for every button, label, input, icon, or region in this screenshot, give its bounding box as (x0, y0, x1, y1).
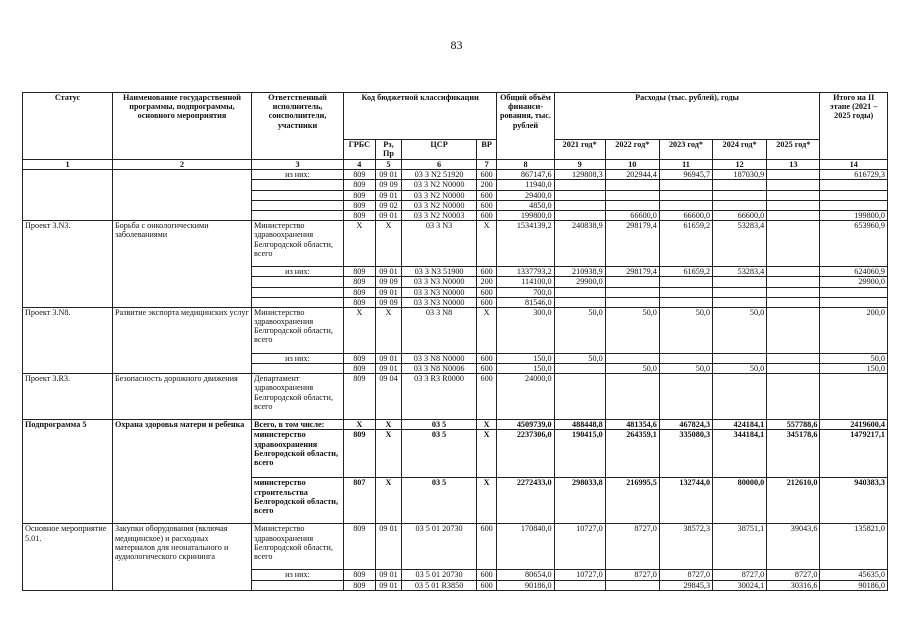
vr-cell: 600 (476, 524, 496, 570)
rzpr-cell: 09 01 (375, 170, 402, 180)
vr-cell: 600 (476, 374, 496, 420)
year-2023-cell: 132744,0 (659, 478, 712, 524)
total-cell: 867147,6 (497, 170, 554, 180)
total-cell: 2237306,0 (497, 430, 554, 478)
csr-cell: 03 3 N3 N0000 (402, 277, 477, 287)
year-2021-cell (554, 210, 605, 220)
total-cell: 170840,0 (497, 524, 554, 570)
index-cell: 11 (659, 160, 712, 170)
year-2025-cell (767, 364, 820, 374)
responsible-cell: из них: (252, 170, 344, 180)
header-code: Код бюджетной классификации (344, 93, 497, 140)
year-2025-cell (767, 297, 820, 307)
index-cell: 9 (554, 160, 605, 170)
table-row-activity-5-01 (23, 524, 888, 570)
page-number: 83 (450, 38, 463, 52)
year-2022-cell (605, 297, 659, 307)
year-2021-cell (554, 297, 605, 307)
vr-cell: 600 (476, 570, 496, 580)
year-2021-cell: 50,0 (554, 353, 605, 363)
year-2023-cell: 61659,2 (659, 267, 712, 277)
year-2022-cell (605, 353, 659, 363)
csr-cell: 03 3 N3 51900 (402, 267, 477, 277)
year-2024-cell: 8727,0 (713, 570, 767, 580)
name-cell: Закупки оборудования (включая медицинское) и расходных материалов для неонатального и аудиологического скрининга (112, 524, 251, 590)
csr-cell: 03 5 01 20730 (402, 570, 477, 580)
year-2025-cell: 345178,6 (767, 430, 820, 478)
csr-cell: 03 3 N8 (402, 307, 477, 353)
index-cell: 7 (476, 160, 496, 170)
csr-cell: 03 3 N2 N0003 (402, 210, 477, 220)
header-grbs: ГРБС (344, 140, 376, 160)
rzpr-cell: X (375, 420, 402, 430)
year-2024-cell: 38751,1 (713, 524, 767, 570)
stage-total-cell (820, 287, 888, 297)
year-2022-cell: 216995,5 (605, 478, 659, 524)
vr-cell: X (476, 478, 496, 524)
stage-total-cell: 150,0 (820, 364, 888, 374)
year-2022-cell: 8727,0 (605, 524, 659, 570)
total-cell: 24000,0 (497, 374, 554, 420)
rzpr-cell: 09 09 (375, 277, 402, 287)
budget-table (22, 92, 888, 591)
csr-cell: 03 3 N3 N0000 (402, 287, 477, 297)
vr-cell: 600 (476, 210, 496, 220)
year-2022-cell: 66600,0 (605, 210, 659, 220)
index-cell: 3 (252, 160, 344, 170)
responsible-cell (252, 364, 344, 374)
total-cell: 1534139,2 (497, 221, 554, 267)
responsible-cell (252, 277, 344, 287)
year-2025-cell (767, 170, 820, 180)
year-2025-cell: 557788,6 (767, 420, 820, 430)
grbs-cell: 809 (344, 287, 376, 297)
total-cell: 1337793,2 (497, 267, 554, 277)
year-2022-cell: 8727,0 (605, 570, 659, 580)
year-2025-cell: 8727,0 (767, 570, 820, 580)
year-2024-cell: 187030,9 (713, 170, 767, 180)
header-stage-total: Итого на II этапе (2021 – 2025 годы) (820, 93, 888, 160)
header-expenses: Расходы (тыс. рублей), годы (554, 93, 820, 140)
total-cell: 90186,0 (497, 580, 554, 590)
grbs-cell: 809 (344, 524, 376, 570)
responsible-cell: из них: (252, 353, 344, 363)
responsible-cell: Всего, в том числе: (252, 420, 344, 430)
responsible-cell: Министерство здравоохранения Белгородской области, всего (252, 524, 344, 570)
vr-cell: 200 (476, 277, 496, 287)
grbs-cell: X (344, 307, 376, 353)
name-cell: Охрана здоровья матери и ребенка (112, 420, 251, 524)
rzpr-cell: 09 01 (375, 570, 402, 580)
year-2024-cell: 50,0 (713, 364, 767, 374)
status-cell: Проект 3.N8. (23, 307, 113, 373)
stage-total-cell: 653960,9 (820, 221, 888, 267)
rzpr-cell: 09 01 (375, 580, 402, 590)
year-2022-cell (605, 180, 659, 190)
year-2024-cell (713, 190, 767, 200)
year-2022-cell: 264359,1 (605, 430, 659, 478)
year-2022-cell: 481354,6 (605, 420, 659, 430)
index-cell: 8 (497, 160, 554, 170)
year-2025-cell (767, 221, 820, 267)
year-2021-cell (554, 200, 605, 210)
index-cell: 13 (767, 160, 820, 170)
stage-total-cell: 45635,0 (820, 570, 888, 580)
total-cell: 4850,0 (497, 200, 554, 210)
rzpr-cell: 09 09 (375, 180, 402, 190)
stage-total-cell (820, 190, 888, 200)
index-cell: 4 (344, 160, 376, 170)
year-2022-cell (605, 277, 659, 287)
year-2024-cell (713, 180, 767, 190)
csr-cell: 03 5 (402, 478, 477, 524)
csr-cell: 03 3 N2 51920 (402, 170, 477, 180)
responsible-cell: министерство строительства Белгородской области, всего (252, 478, 344, 524)
year-2021-cell: 240838,9 (554, 221, 605, 267)
vr-cell: 600 (476, 190, 496, 200)
year-2021-cell: 29900,0 (554, 277, 605, 287)
year-2023-cell (659, 374, 712, 420)
year-2023-cell: 38572,3 (659, 524, 712, 570)
year-2023-cell: 8727,0 (659, 570, 712, 580)
responsible-cell (252, 580, 344, 590)
year-2024-cell: 53283,4 (713, 267, 767, 277)
rzpr-cell: 09 01 (375, 267, 402, 277)
year-2023-cell: 29845,3 (659, 580, 712, 590)
index-cell: 1 (23, 160, 113, 170)
year-2021-cell (554, 374, 605, 420)
csr-cell: 03 5 (402, 430, 477, 478)
stage-total-cell (820, 374, 888, 420)
name-cell: Развитие экспорта медицинских услуг (112, 307, 251, 373)
rzpr-cell: 09 01 (375, 210, 402, 220)
total-cell: 114100,0 (497, 277, 554, 287)
csr-cell: 03 3 N2 N0000 (402, 190, 477, 200)
year-2022-cell: 298179,4 (605, 221, 659, 267)
year-2023-cell: 96945,7 (659, 170, 712, 180)
year-2022-cell (605, 374, 659, 420)
rzpr-cell: X (375, 430, 402, 478)
year-2023-cell: 467824,3 (659, 420, 712, 430)
csr-cell: 03 3 N8 N0000 (402, 353, 477, 363)
year-2023-cell (659, 353, 712, 363)
vr-cell: X (476, 307, 496, 353)
rzpr-cell: 09 01 (375, 524, 402, 570)
year-2024-cell (713, 200, 767, 210)
stage-total-cell: 50,0 (820, 353, 888, 363)
table-row-project-3n3 (23, 221, 888, 267)
rzpr-cell: 09 02 (375, 200, 402, 210)
header-csr: ЦСР (402, 140, 477, 160)
grbs-cell: 809 (344, 190, 376, 200)
rzpr-cell: 09 09 (375, 297, 402, 307)
csr-cell: 03 3 N2 N0000 (402, 200, 477, 210)
vr-cell: 600 (476, 580, 496, 590)
status-cell (23, 170, 113, 221)
grbs-cell: 809 (344, 297, 376, 307)
header-name: Наименование государственной программы, подпрограммы, основного мероприятия (112, 93, 251, 160)
stage-total-cell: 90186,0 (820, 580, 888, 590)
stage-total-cell (820, 180, 888, 190)
year-2023-cell (659, 190, 712, 200)
csr-cell: 03 3 N3 N0000 (402, 297, 477, 307)
year-2024-cell: 344184,1 (713, 430, 767, 478)
stage-total-cell: 135821,0 (820, 524, 888, 570)
grbs-cell: X (344, 221, 376, 267)
responsible-cell (252, 287, 344, 297)
grbs-cell: 809 (344, 170, 376, 180)
status-cell: Проект 3.R3. (23, 374, 113, 420)
year-2025-cell (767, 277, 820, 287)
header-total: Общий объём финанси-рования, тыс. рублей (497, 93, 554, 160)
header-responsible: Ответственный исполнитель, соисполнители, участники (252, 93, 344, 160)
column-index-row (23, 160, 888, 170)
index-cell: 10 (605, 160, 659, 170)
rzpr-cell: 09 01 (375, 364, 402, 374)
stage-total-cell: 29900,0 (820, 277, 888, 287)
grbs-cell: 809 (344, 353, 376, 363)
index-cell: 5 (375, 160, 402, 170)
year-2022-cell (605, 580, 659, 590)
year-2022-cell (605, 190, 659, 200)
total-cell: 300,0 (497, 307, 554, 353)
vr-cell: 600 (476, 353, 496, 363)
table-row-project-3r3 (23, 374, 888, 420)
name-cell (112, 170, 251, 221)
year-2025-cell (767, 307, 820, 353)
grbs-cell: 809 (344, 364, 376, 374)
responsible-cell (252, 210, 344, 220)
grbs-cell: X (344, 420, 376, 430)
rzpr-cell: 09 04 (375, 374, 402, 420)
year-2021-cell: 50,0 (554, 307, 605, 353)
stage-total-cell (820, 297, 888, 307)
header-year-2024: 2024 год* (713, 140, 767, 160)
year-2025-cell (767, 287, 820, 297)
stage-total-cell: 624060,9 (820, 267, 888, 277)
name-cell: Борьба с онкологическими заболеваниями (112, 221, 251, 308)
year-2025-cell (767, 353, 820, 363)
year-2022-cell: 50,0 (605, 307, 659, 353)
year-2025-cell (767, 210, 820, 220)
total-cell: 29400,0 (497, 190, 554, 200)
vr-cell: 600 (476, 297, 496, 307)
year-2024-cell: 80000,0 (713, 478, 767, 524)
csr-cell: 03 5 01 20730 (402, 524, 477, 570)
header-year-2022: 2022 год* (605, 140, 659, 160)
year-2022-cell (605, 287, 659, 297)
vr-cell: 600 (476, 287, 496, 297)
responsible-cell: Министерство здравоохранения Белгородской области, всего (252, 307, 344, 353)
year-2021-cell (554, 287, 605, 297)
csr-cell: 03 3 R3 R0000 (402, 374, 477, 420)
responsible-cell: из них: (252, 267, 344, 277)
stage-total-cell: 1479217,1 (820, 430, 888, 478)
year-2025-cell (767, 190, 820, 200)
header-rzpr: Рз, Пр (375, 140, 402, 160)
index-cell: 2 (112, 160, 251, 170)
year-2021-cell: 10727,0 (554, 570, 605, 580)
stage-total-cell (820, 200, 888, 210)
header-year-2023: 2023 год* (659, 140, 712, 160)
total-cell: 150,0 (497, 353, 554, 363)
year-2023-cell: 50,0 (659, 364, 712, 374)
year-2024-cell: 424184,1 (713, 420, 767, 430)
csr-cell: 03 5 01 R3850 (402, 580, 477, 590)
year-2024-cell (713, 297, 767, 307)
year-2024-cell (713, 374, 767, 420)
vr-cell: 600 (476, 267, 496, 277)
year-2024-cell (713, 277, 767, 287)
year-2023-cell (659, 287, 712, 297)
responsible-cell (252, 180, 344, 190)
vr-cell: 600 (476, 364, 496, 374)
year-2021-cell: 129808,3 (554, 170, 605, 180)
year-2024-cell: 50,0 (713, 307, 767, 353)
year-2021-cell (554, 580, 605, 590)
vr-cell: X (476, 221, 496, 267)
rzpr-cell: 09 01 (375, 353, 402, 363)
total-cell: 81546,0 (497, 297, 554, 307)
grbs-cell: 809 (344, 430, 376, 478)
year-2024-cell: 66600,0 (713, 210, 767, 220)
grbs-cell: 809 (344, 267, 376, 277)
year-2022-cell: 50,0 (605, 364, 659, 374)
year-2022-cell: 298179,4 (605, 267, 659, 277)
year-2024-cell (713, 353, 767, 363)
header-status: Статус (23, 93, 113, 160)
responsible-cell (252, 200, 344, 210)
year-2021-cell (554, 180, 605, 190)
grbs-cell: 807 (344, 478, 376, 524)
csr-cell: 03 3 N2 N0000 (402, 180, 477, 190)
grbs-cell: 809 (344, 374, 376, 420)
vr-cell: 600 (476, 200, 496, 210)
year-2025-cell (767, 200, 820, 210)
vr-cell: 200 (476, 180, 496, 190)
grbs-cell: 809 (344, 570, 376, 580)
stage-total-cell: 2419600,4 (820, 420, 888, 430)
status-cell: Основное мероприятие 5.01. (23, 524, 113, 590)
rzpr-cell: X (375, 221, 402, 267)
grbs-cell: 809 (344, 277, 376, 287)
year-2021-cell: 10727,0 (554, 524, 605, 570)
stage-total-cell: 200,0 (820, 307, 888, 353)
responsible-cell (252, 190, 344, 200)
grbs-cell: 809 (344, 210, 376, 220)
vr-cell: 600 (476, 170, 496, 180)
header-vr: ВР (476, 140, 496, 160)
csr-cell: 03 3 N3 (402, 221, 477, 267)
year-2023-cell (659, 297, 712, 307)
stage-total-cell: 616729,3 (820, 170, 888, 180)
year-2023-cell (659, 277, 712, 287)
vr-cell: X (476, 420, 496, 430)
name-cell: Безопасность дорожного движения (112, 374, 251, 420)
year-2023-cell (659, 200, 712, 210)
year-2023-cell: 50,0 (659, 307, 712, 353)
responsible-cell: министерство здравоохранения Белгородской области, всего (252, 430, 344, 478)
table-row-project-3n8 (23, 307, 888, 353)
csr-cell: 03 5 (402, 420, 477, 430)
rzpr-cell: 09 01 (375, 190, 402, 200)
table-row-subprogram-5 (23, 420, 888, 430)
total-cell: 4509739,0 (497, 420, 554, 430)
year-2024-cell (713, 287, 767, 297)
year-2024-cell: 30024,1 (713, 580, 767, 590)
year-2023-cell: 61659,2 (659, 221, 712, 267)
year-2024-cell: 53283,4 (713, 221, 767, 267)
grbs-cell: 809 (344, 180, 376, 190)
rzpr-cell: X (375, 307, 402, 353)
header-year-2025: 2025 год* (767, 140, 820, 160)
grbs-cell: 809 (344, 200, 376, 210)
year-2025-cell (767, 180, 820, 190)
responsible-cell (252, 297, 344, 307)
header-year-2021: 2021 год* (554, 140, 605, 160)
year-2021-cell: 190415,0 (554, 430, 605, 478)
status-cell: Подпрограмма 5 (23, 420, 113, 524)
year-2025-cell: 30316,6 (767, 580, 820, 590)
year-2021-cell: 488448,8 (554, 420, 605, 430)
responsible-cell: Министерство здравоохранения Белгородской области, всего (252, 221, 344, 267)
total-cell: 11940,0 (497, 180, 554, 190)
year-2025-cell: 39043,6 (767, 524, 820, 570)
year-2025-cell: 212610,0 (767, 478, 820, 524)
rzpr-cell: 09 01 (375, 287, 402, 297)
year-2022-cell (605, 200, 659, 210)
total-cell: 150,0 (497, 364, 554, 374)
year-2021-cell: 210938,9 (554, 267, 605, 277)
index-cell: 14 (820, 160, 888, 170)
responsible-cell: Департамент здравоохранения Белгородской области, всего (252, 374, 344, 420)
rzpr-cell: X (375, 478, 402, 524)
year-2023-cell: 335080,3 (659, 430, 712, 478)
year-2025-cell (767, 267, 820, 277)
csr-cell: 03 3 N8 N0006 (402, 364, 477, 374)
year-2021-cell (554, 364, 605, 374)
stage-total-cell: 199800,0 (820, 210, 888, 220)
year-2021-cell: 298033,8 (554, 478, 605, 524)
status-cell: Проект 3.N3. (23, 221, 113, 308)
year-2023-cell: 66600,0 (659, 210, 712, 220)
responsible-cell: из них: (252, 570, 344, 580)
stage-total-cell: 940383,3 (820, 478, 888, 524)
total-cell: 80654,0 (497, 570, 554, 580)
index-cell: 12 (713, 160, 767, 170)
year-2022-cell: 202944,4 (605, 170, 659, 180)
index-cell: 6 (402, 160, 477, 170)
year-2023-cell (659, 180, 712, 190)
year-2025-cell (767, 374, 820, 420)
total-cell: 199800,0 (497, 210, 554, 220)
total-cell: 2272433,0 (497, 478, 554, 524)
grbs-cell: 809 (344, 580, 376, 590)
year-2021-cell (554, 190, 605, 200)
table-row (23, 170, 888, 180)
header-row-1 (23, 93, 888, 140)
total-cell: 700,0 (497, 287, 554, 297)
vr-cell: X (476, 430, 496, 478)
